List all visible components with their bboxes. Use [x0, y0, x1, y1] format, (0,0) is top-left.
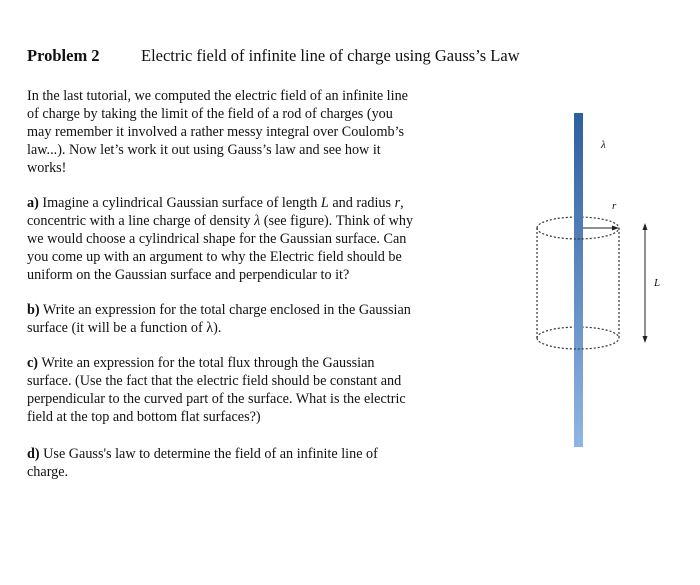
length-symbol: L — [320, 195, 329, 211]
figure-svg — [520, 105, 690, 455]
intro-line: law...). Now let’s work it out using Gauss’s law and see how it — [27, 142, 381, 158]
problem-header — [27, 46, 520, 66]
problem-label: Problem 2 — [27, 46, 100, 65]
part-a-text: uniform on the Gaussian surface and perpendicular to it? — [27, 267, 350, 283]
part-a-text: and radius — [332, 195, 392, 211]
length-label: L — [654, 277, 661, 289]
part-a-text: , — [400, 195, 404, 211]
part-d-paragraph — [27, 445, 452, 481]
line-charge-rod — [574, 113, 583, 447]
part-a-tag: a) — [27, 195, 39, 211]
part-a-text: we would choose a cylindrical shape for the Gaussian surface. Can — [27, 231, 407, 247]
intro-line: may remember it involved a rather messy integral over Coulomb’s — [27, 124, 405, 140]
part-b-paragraph — [27, 301, 452, 337]
part-c-tag: c) — [27, 355, 39, 371]
part-b-text: Write an expression for the total charge enclosed in the Gaussian — [42, 302, 411, 318]
radius-arrowhead — [612, 226, 619, 231]
intro-line: of charge by taking the limit of the field of a rod of charges (you — [27, 106, 393, 122]
part-b-tag: b) — [27, 302, 40, 318]
part-c-text: field at the top and bottom flat surfaces?) — [27, 409, 261, 425]
problem-title: Electric field of infinite line of charge using Gauss’s Law — [141, 46, 520, 65]
part-a-text: you come up with an argument to why the Electric field should be — [27, 249, 402, 265]
part-d-tag: d) — [27, 446, 40, 462]
length-arrowhead-bottom — [643, 336, 648, 343]
gaussian-cylinder-figure — [520, 105, 690, 455]
intro-line: In the last tutorial, we computed the electric field of an infinite line — [27, 88, 408, 104]
intro-line: works! — [27, 160, 67, 176]
part-a-paragraph — [27, 194, 452, 284]
part-c-text: surface. (Use the fact that the electric field should be constant and — [27, 373, 402, 389]
radius-label: r — [612, 200, 617, 212]
part-c-text: Write an expression for the total flux through the Gaussian — [41, 355, 375, 371]
part-b-text: surface (it will be a function of λ). — [27, 320, 222, 336]
length-arrowhead-top — [643, 223, 648, 230]
part-d-text: Use Gauss's law to determine the field of an infinite line of — [43, 446, 378, 462]
part-a-text: concentric with a line charge of density — [27, 213, 251, 229]
part-c-text: perpendicular to the curved part of the surface. What is the electric — [27, 391, 406, 407]
part-a-text: (see figure). Think of why — [263, 213, 414, 229]
problem-text — [27, 87, 452, 498]
part-d-text: charge. — [27, 464, 69, 480]
intro-paragraph — [27, 87, 452, 177]
part-c-paragraph — [27, 354, 452, 426]
lambda-label: λ — [601, 139, 606, 151]
radius-symbol: r — [394, 195, 401, 211]
lambda-symbol: λ — [254, 213, 261, 229]
part-a-text: Imagine a cylindrical Gaussian surface of length — [42, 195, 318, 211]
